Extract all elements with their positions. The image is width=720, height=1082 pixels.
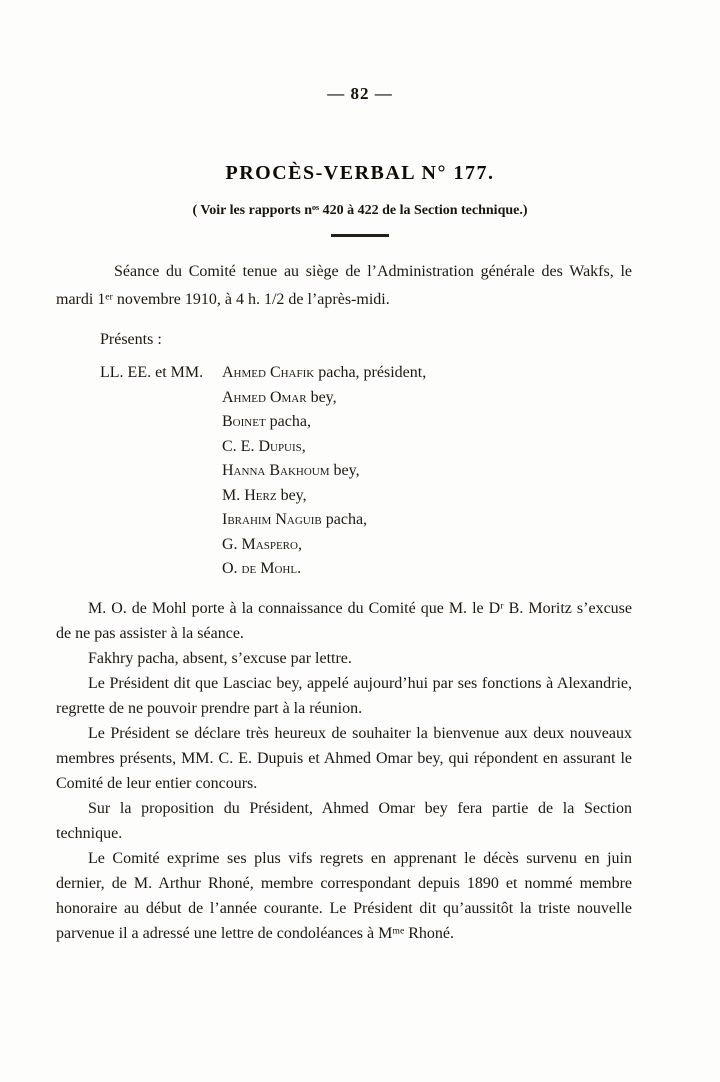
document-title: PROCÈS-VERBAL N° 177.	[225, 162, 495, 184]
attendee-title: pacha,	[321, 511, 368, 528]
attendee-name: G. Maspero	[222, 535, 298, 553]
attendee-title: .	[297, 560, 302, 577]
attendee-row	[222, 508, 632, 533]
paragraph-rhone-condolences: Le Comité exprime ses plus vifs regrets en apprenant le décès survenu en juin dernier, de M. Arthur Rhoné, membre correspondant depuis 1890 et nommé membre honoraire au début de l’année courante. Le Président dit qu’aussitôt la triste nouvelle parvenue il a adressé une lettre de condoléances à Mᵐᵉ Rhoné.	[56, 849, 632, 942]
attendees-prefix: LL. EE. et MM.	[100, 364, 204, 381]
attendee-name: Ibrahim Naguib	[222, 511, 322, 528]
attendee-title: bey,	[306, 388, 337, 406]
attendee-name: Ahmed Omar	[222, 388, 307, 406]
document-content	[56, 258, 632, 946]
attendee-name: M. Herz	[222, 486, 277, 504]
attendee-title: ,	[301, 437, 306, 455]
attendee-title: pacha, président,	[314, 364, 427, 381]
attendee-row	[222, 435, 632, 460]
body-paragraphs	[56, 596, 632, 946]
attendee-row	[222, 557, 632, 582]
paragraph-welcome-members: Le Président se déclare très heureux de souhaiter la bienvenue aux deux nouveaux membres présents, MM. C. E. Dupuis et Ahmed Omar bey, qui répondent en assurant le Comité de leur entier concours.	[56, 724, 632, 792]
attendee-name: Hanna Bakhoum	[222, 462, 330, 479]
session-intro-paragraph: Séance du Comité tenue au siège de l’Administration générale des Wakfs, le mardi 1ᵉʳ novembre 1910, à 4 h. 1/2 de l’après-midi.	[56, 263, 632, 308]
attendee-name: Ahmed Chafik	[222, 364, 315, 381]
attendee-name: C. E. Dupuis	[222, 437, 302, 455]
attendees-names	[222, 361, 632, 582]
attendee-title: bey,	[329, 462, 360, 479]
paragraph-excuse-moritz: M. O. de Mohl porte à la connaissance du Comité que M. le Dʳ B. Moritz s’excuse de ne pas assister à la séance.	[56, 599, 632, 642]
attendee-row	[222, 459, 632, 484]
attendee-name: O. de Mohl	[222, 560, 298, 577]
attendee-title: ,	[297, 535, 302, 553]
paragraph-excuse-fakhry: Fakhry pacha, absent, s’excuse par lettre.	[88, 649, 352, 667]
attendee-name: Boinet	[222, 413, 266, 430]
attendee-row	[222, 410, 632, 435]
presents-label: Présents :	[100, 331, 162, 348]
attendee-row	[222, 361, 632, 386]
paragraph-section-technique: Sur la proposition du Président, Ahmed Omar bey fera partie de la Section technique.	[56, 799, 632, 842]
paragraph-lasciac-absence: Le Président dit que Lasciac bey, appelé aujourd’hui par ses fonctions à Alexandrie, regrette de ne pouvoir prendre part à la réunion.	[56, 674, 632, 717]
attendee-title: bey,	[276, 486, 307, 504]
attendee-row	[222, 533, 632, 558]
attendees-list	[56, 361, 632, 582]
divider-rule	[331, 234, 389, 237]
document-subtitle: ( Voir les rapports nᵒˢ 420 à 422 de la Section technique.)	[192, 203, 528, 218]
attendee-title: pacha,	[265, 413, 311, 430]
attendee-row	[222, 386, 632, 411]
attendee-row	[222, 484, 632, 509]
page-number: — 82 —	[327, 84, 393, 103]
